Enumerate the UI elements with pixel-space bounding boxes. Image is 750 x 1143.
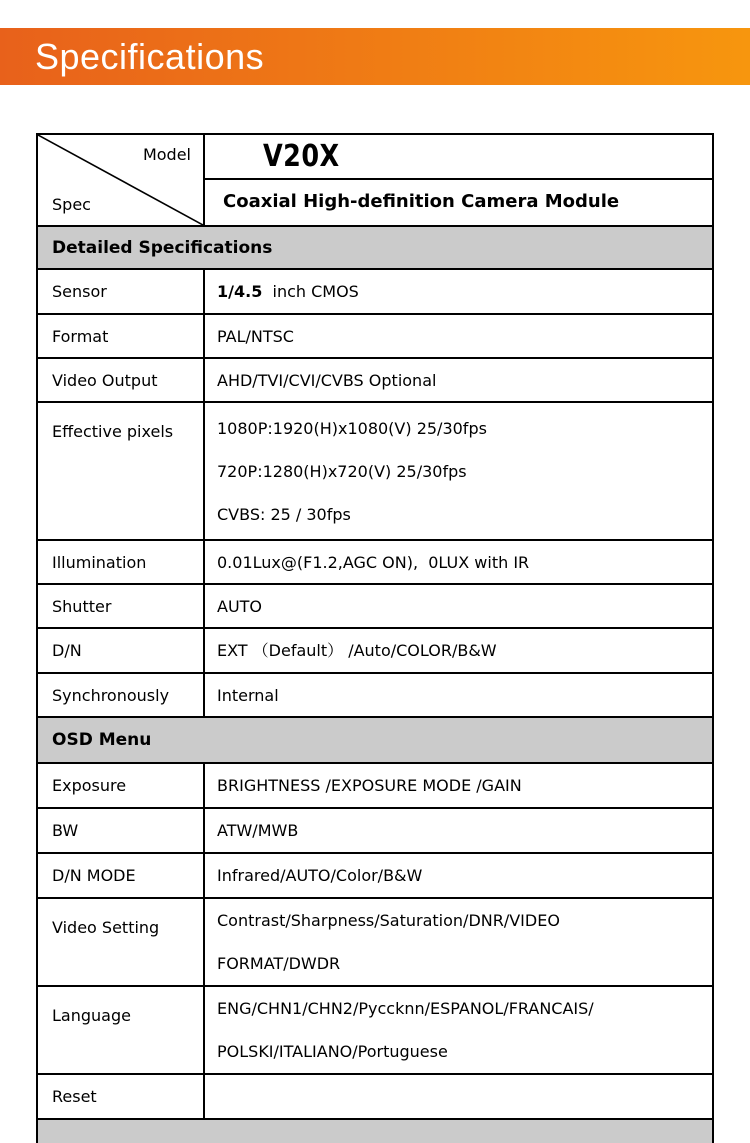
- spec-value-cell: [205, 585, 712, 627]
- spec-table: [36, 133, 714, 1143]
- table-header-row: [38, 135, 712, 225]
- spec-value: PAL/NTSC: [217, 326, 294, 346]
- module-title: Coaxial High-definition Camera Module: [223, 191, 620, 212]
- spec-value-cell: [205, 764, 712, 807]
- spec-label-cell: [38, 899, 205, 985]
- model-name: V20X: [263, 139, 340, 174]
- spec-value: AHD/TVI/CVI/CVBS Optional: [217, 370, 437, 390]
- spec-label: Illumination: [52, 553, 147, 572]
- page-title: Specifications: [35, 35, 265, 77]
- section-title: OSD Menu: [52, 730, 152, 750]
- spec-value-cell: [205, 315, 712, 357]
- spec-label: D/N MODE: [52, 866, 136, 885]
- section-footer: [38, 1118, 712, 1143]
- spec-value-bold: 1/4.5: [217, 282, 263, 301]
- row-video-output: [38, 357, 712, 401]
- spec-label: D/N: [52, 641, 82, 660]
- spec-label-cell: [38, 315, 205, 357]
- spec-value-cell: [205, 629, 712, 672]
- row-bw: [38, 807, 712, 852]
- spec-value: BRIGHTNESS /EXPOSURE MODE /GAIN: [217, 776, 522, 795]
- spec-value-cell: [205, 541, 712, 583]
- spec-value: ENG/CHN1/CHN2/Pyccknn/ESPANOL/FRANCAIS/: [217, 999, 594, 1018]
- spec-label: Exposure: [52, 776, 127, 795]
- spec-value: POLSKI/ITALIANO/Portuguese: [217, 1042, 448, 1061]
- row-video-setting: [38, 897, 712, 985]
- spec-value: CVBS: 25 / 30fps: [217, 504, 351, 524]
- row-language: [38, 985, 712, 1073]
- spec-value: [217, 270, 712, 313]
- spec-label: BW: [52, 821, 79, 840]
- spec-value: 1080P:1920(H)x1080(V) 25/30fps: [217, 418, 487, 438]
- module-title-cell: [205, 180, 712, 223]
- spec-value-rest: inch CMOS: [262, 282, 359, 301]
- spec-label: Reset: [52, 1087, 97, 1106]
- row-sensor: [38, 268, 712, 313]
- spec-value-cell: [205, 809, 712, 852]
- spec-label-cell: [38, 809, 205, 852]
- spec-label-cell: [38, 854, 205, 897]
- spec-value-cell: [205, 987, 712, 1073]
- spec-label: Effective pixels: [52, 422, 174, 441]
- spec-value-cell: [205, 674, 712, 716]
- spec-value-cell: [205, 899, 712, 985]
- section-title: Detailed Specifications: [52, 237, 273, 258]
- spec-label: Sensor: [52, 282, 107, 301]
- spec-label: Synchronously: [52, 686, 170, 705]
- spec-label-cell: [38, 629, 205, 672]
- corner-cell: [38, 135, 205, 225]
- row-dn-mode: [38, 852, 712, 897]
- spec-value: 0.01Lux@(F1.2,AGC ON), 0LUX with IR: [217, 552, 530, 572]
- spec-label: Shutter: [52, 597, 112, 616]
- spec-label: Video Output: [52, 371, 158, 390]
- header-right: [205, 135, 712, 225]
- spec-value: 720P:1280(H)x720(V) 25/30fps: [217, 461, 467, 481]
- spec-value: ATW/MWB: [217, 821, 299, 840]
- row-effective-pixels: [38, 401, 712, 539]
- spec-label: Video Setting: [52, 918, 160, 937]
- spec-value: Infrared/AUTO/Color/B&W: [217, 866, 423, 885]
- spec-label: Language: [52, 1006, 131, 1025]
- section-osd-menu: [38, 716, 712, 762]
- spec-value-cell: [205, 854, 712, 897]
- spec-label-cell: [38, 541, 205, 583]
- row-exposure: [38, 762, 712, 807]
- spec-label-cell: [38, 674, 205, 716]
- spec-label-cell: [38, 987, 205, 1073]
- row-format: [38, 313, 712, 357]
- spec-value: EXT （Default） /Auto/COLOR/B&W: [217, 641, 497, 660]
- row-illumination: [38, 539, 712, 583]
- row-dn: [38, 627, 712, 672]
- spec-value-cell: [205, 359, 712, 401]
- spec-value: Internal: [217, 685, 279, 705]
- page-title-banner: [0, 28, 750, 85]
- spec-label-cell: [38, 403, 205, 539]
- spec-label-cell: [38, 359, 205, 401]
- model-cell: [205, 135, 712, 180]
- spec-label-cell: [38, 1075, 205, 1118]
- row-synchronously: [38, 672, 712, 716]
- row-reset: [38, 1073, 712, 1118]
- corner-model-label: Model: [142, 145, 191, 164]
- spec-label: Format: [52, 327, 109, 346]
- spec-value: Contrast/Sharpness/Saturation/DNR/VIDEO: [217, 911, 560, 930]
- spec-label-cell: [38, 764, 205, 807]
- spec-value-cell: [205, 403, 712, 539]
- spec-value-cell: [205, 270, 712, 313]
- spec-value-cell: [205, 1075, 712, 1118]
- row-shutter: [38, 583, 712, 627]
- spec-value: [217, 1075, 712, 1118]
- section-detailed-specifications: [38, 225, 712, 268]
- spec-label-cell: [38, 270, 205, 313]
- spec-label-cell: [38, 585, 205, 627]
- spec-value: FORMAT/DWDR: [217, 954, 341, 973]
- spec-value: AUTO: [217, 596, 263, 616]
- corner-spec-label: Spec: [52, 195, 91, 214]
